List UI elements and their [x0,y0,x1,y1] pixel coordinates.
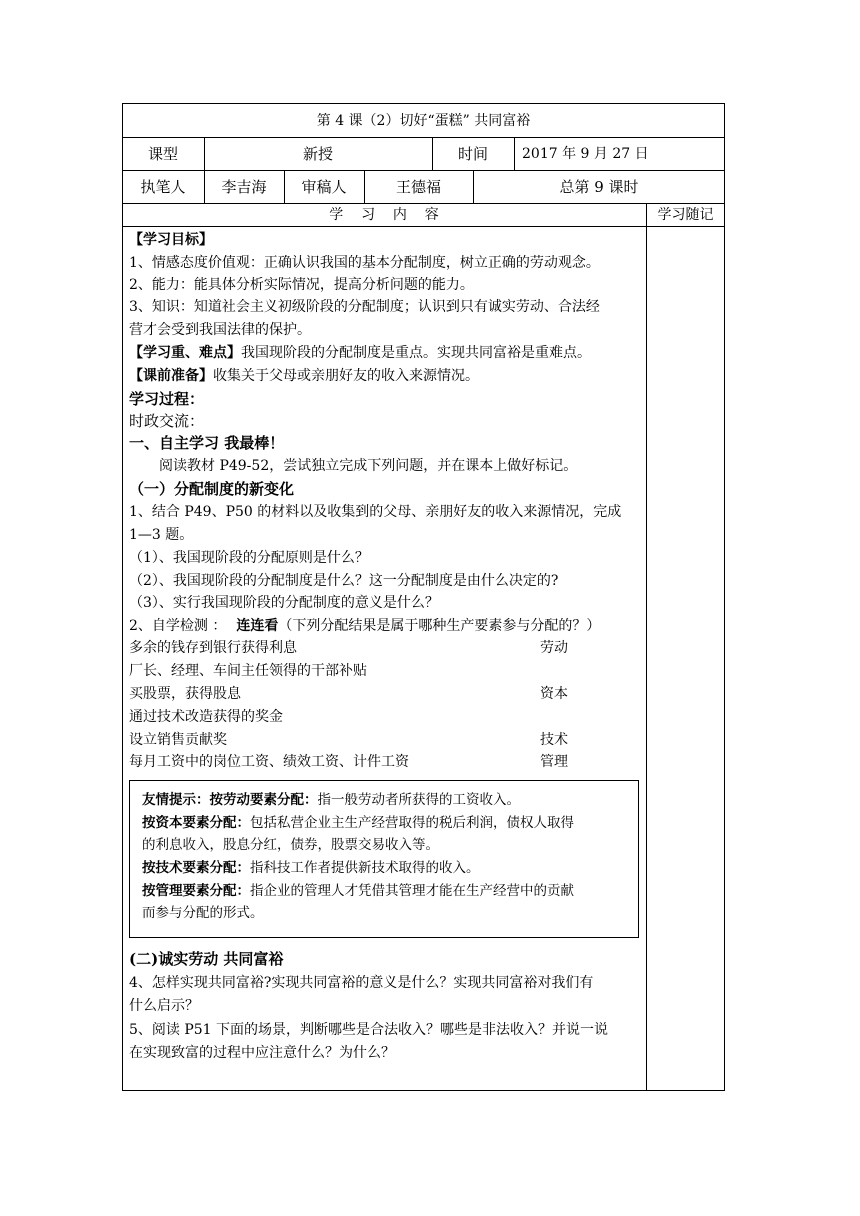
divider [122,170,725,171]
match-item: 每月工资中的岗位工资、绩效工资、计件工资 [129,754,409,770]
hint-management-cont: 而参与分配的形式。 [142,905,264,921]
goal-1: 1、情感态度价值观：正确认识我国的基本分配制度，树立正确的劳动观念。 [129,255,600,271]
question-1: 1、结合 P49、P50 的材料以及收集到的父母、亲朋好友的收入来源情况，完成 [129,504,622,520]
goal-2: 2、能力：能具体分析实际情况，提高分析问题的能力。 [129,277,474,293]
match-factor: 技术 [540,732,568,748]
question-5-cont: 在实现致富的过程中应注意什么？为什么？ [129,1045,395,1061]
hint-management-label: 按管理要素分配： [142,883,250,899]
match-item: 多余的钱存到银行获得利息 [129,640,297,656]
question-2 [129,617,600,635]
hint-labor-label: 友情提示：按劳动要素分配： [142,792,318,808]
hint-technology-label: 按技术要素分配： [142,860,250,876]
question-2-prefix: 2、自学检测 ： [129,618,227,634]
question-1-1: （1）、我国现阶段的分配原则是什么？ [129,550,369,566]
reading-instruction: 阅读教材 P49-52，尝试独立完成下列问题，并在课本上做好标记。 [159,458,578,474]
notes-header: 学习随记 [657,207,714,223]
author-label: 执笔人 [140,178,186,196]
hint-capital-cont: 的利息收入，股息分红，债券，股票交易收入等。 [142,837,439,853]
match-item: 买股票，获得股息 [129,686,241,702]
type-label: 课型 [147,145,178,163]
content-header: 学 习 内 容 [329,207,439,223]
hint-capital-label: 按资本要素分配： [142,815,250,831]
divider [122,203,725,204]
hint-capital [142,814,574,832]
hint-management-text: 指企业的管理人才凭借其管理才能在生产经营中的贡献 [250,883,574,899]
question-2-text: （下列分配结果是属于哪种生产要素参与分配的？） [278,618,601,634]
question-4: 4、怎样实现共同富裕?实现共同富裕的意义是什么？实现共同富裕对我们有 [129,975,594,991]
divider [646,203,647,1091]
preparation-text: 收集关于父母或亲朋好友的收入来源情况。 [213,368,479,384]
section-1-heading: （一）分配制度的新变化 [129,480,295,498]
match-factor: 劳动 [540,640,568,656]
divider [122,137,725,138]
preparation [129,367,479,385]
lesson-title: 第 4 课（2）切好“蛋糕” 共同富裕 [316,113,531,129]
key-points-text: 我国现阶段的分配制度是重点。实现共同富裕是重难点。 [241,345,591,361]
author-value: 李吉海 [221,178,267,196]
time-label: 时间 [457,145,488,163]
match-item: 厂长、经理、车间主任领得的干部补贴 [129,663,367,679]
key-points-label: 【学习重、难点】 [129,345,241,361]
time-value: 2017 年 9 月 27 日 [522,146,649,162]
question-5: 5、阅读 P51 下面的场景，判断哪些是合法收入？哪些是非法收入？并说一说 [129,1022,609,1038]
match-item: 设立销售贡献奖 [129,732,227,748]
match-item: 通过技术改造获得的奖金 [129,709,283,725]
hint-labor [142,791,520,809]
key-points [129,344,591,362]
period-count: 总第 9 课时 [559,178,639,196]
section-2-heading: (二)诚实劳动 共同富裕 [129,950,284,968]
hint-technology [142,859,480,877]
question-2-match-label: 连连看 [236,618,279,634]
current-affairs: 时政交流： [129,412,205,430]
goal-3-cont: 营才会受到我国法律的保护。 [129,322,311,338]
process-heading: 学习过程： [129,390,205,408]
question-1-cont: 1—3 题。 [129,527,194,543]
match-factor: 管理 [540,754,568,770]
hint-technology-text: 指科技工作者提供新技术取得的收入。 [250,860,480,876]
divider [122,226,725,227]
reviewer-value: 王德福 [395,178,441,196]
divider [514,137,515,170]
self-study-heading: 一、自主学习 我最棒！ [129,434,285,452]
hint-management [142,882,574,900]
goals-heading: 【学习目标】 [129,232,213,248]
question-4-cont: 什么启示？ [129,998,199,1014]
preparation-label: 【课前准备】 [129,368,213,384]
goal-3: 3、知识：知道社会主义初级阶段的分配制度；认识到只有诚实劳动、合法经 [129,299,600,315]
hint-labor-text: 指一般劳动者所获得的工资收入。 [317,792,520,808]
question-1-3: （3）、实行我国现阶段的分配制度的意义是什么？ [129,595,439,611]
reviewer-label: 审稿人 [301,178,347,196]
hint-capital-text: 包括私营企业主生产经营取得的税后利润，债权人取得 [250,815,574,831]
type-value: 新授 [302,145,333,163]
match-factor: 资本 [540,686,568,702]
question-1-2: （2）、我国现阶段的分配制度是什么？这一分配制度是由什么决定的? [129,573,559,589]
